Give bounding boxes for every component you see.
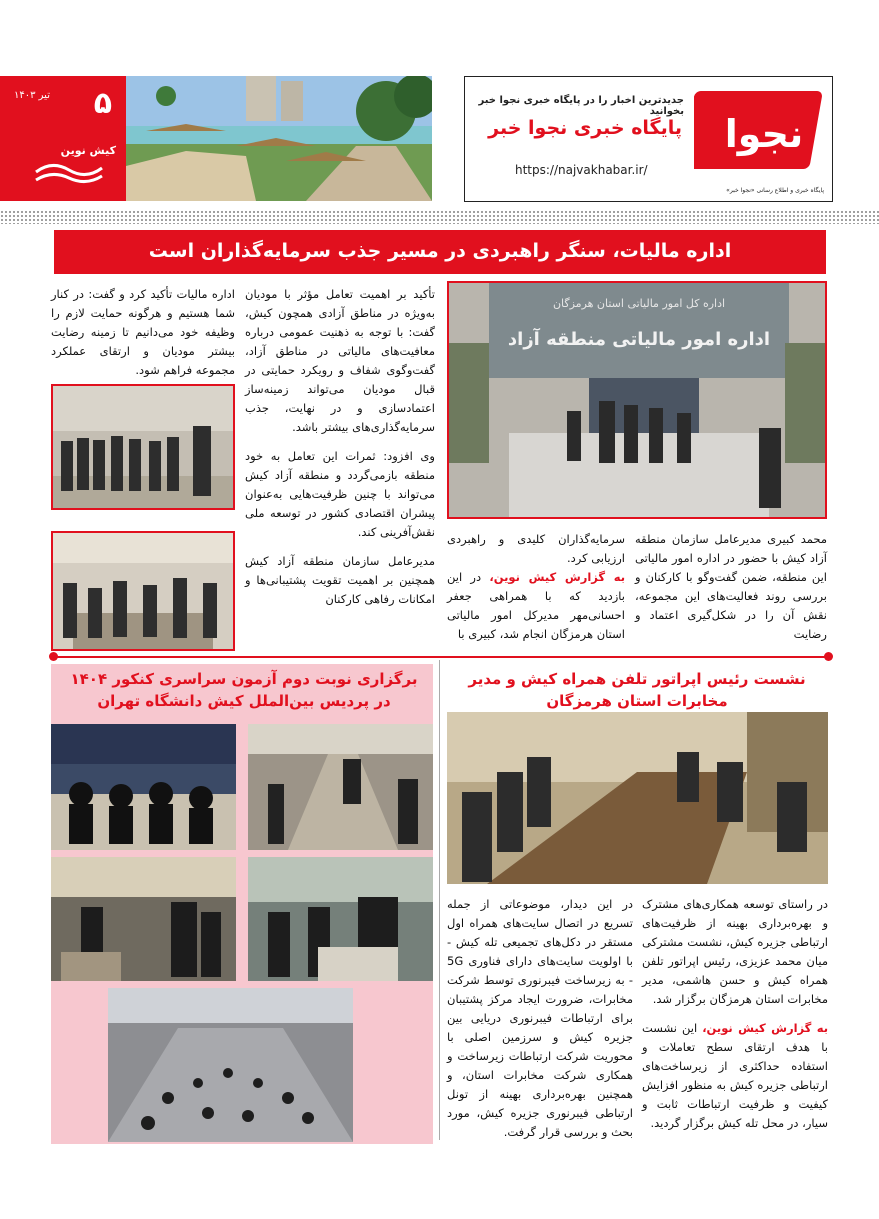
article1-title: اداره مالیات، سنگر راهبردی در مسیر جذب سرمایه‌گذاران است	[54, 230, 826, 272]
article1-col-right: محمد کبیری مدیرعامل سازمان منطقه آزاد کیش با حضور در اداره امور مالیاتی این منطقه، ضمن گفت‌وگو با کارکنان و بررسی روند فعالیت‌های این مجموعه، نقش آن را در شکل‌گیری اعتماد و رضایت	[635, 532, 827, 641]
issue-date: تیر ۱۴۰۳	[14, 90, 50, 101]
wave-logo-icon	[34, 158, 104, 188]
page-number: ۵	[93, 86, 112, 121]
photo-exam-hall-2	[248, 724, 433, 850]
article3-title: نشست رئیس اپراتور تلفن همراه کیش و مدیر مخابرات استان هرمزگان	[468, 670, 806, 710]
photo-office-meeting	[51, 531, 235, 651]
logo-caption: پایگاه خبری و اطلاع رسانی «نجوا خبر»	[726, 187, 824, 194]
article1-col-mid: سرمایه‌گذاران کلیدی و راهبردی ارزیابی کرد. به گزارش کیش نوین، در این بازدید که با همراهی جعفر احسانی‌مهر مدیرکل امور مالیاتی استان هرمزگان انجام شد، کبیری با	[447, 532, 626, 641]
ad-tagline: جدیدترین اخبار را در پایگاه خبری نجوا خبر بخوانید	[478, 95, 684, 117]
ad-url[interactable]: https://najvakhabar.ir/	[515, 163, 648, 177]
article3-col-left: در این دیدار، موضوعاتی از جمله تسریع در اتصال سایت‌های همراه اول مستقر در دکل‌های تجمیعی تله کیش - با اولویت سایت‌های دارای فناوری 5G - به زیرساخت فیبرنوری توسط شرکت مخابرات، ضرورت ایجاد مرکز پشتیبان برای ارتباطات فیبرنوری دریایی بین جزیره کیش و سرزمین اصلی با محوریت شرکت ارتباطات زیرساخت و همکاری شرکت مخابرات استان، و همچنین بهره‌برداری بهینه از تونل ارتباطی فیبرنوری جزیره کیش، مورد بحث و بررسی قرار گرفت.	[447, 897, 633, 1139]
column-rule	[439, 660, 440, 1140]
photo-exam-students-1	[51, 724, 236, 850]
article1-col-c1: تأکید بر اهمیت تعامل مؤثر با مودیان به‌ویژه در مناطق آزادی همچون کیش، گفت: با توجه به ذهنیت عمومی درباره معافیت‌های مالیاتی در مناطق آزاد، گفت‌وگوی شفاف و رویکرد حمایتی در قبال مودیان می‌تواند زمینه‌ساز اعتمادسازی و در نهایت، جذب سرمایه‌گذاری‌های بیشتر باشد. وی افزود: ثمرات این تعامل به خود منطقه بازمی‌گردد و منطقه آزاد کیش می‌تواند با چنین ظرفیت‌هایی به‌عنوان پیشران اقتصادی کشور در توسعه ملی نقش‌آفرینی کند. مدیرعامل سازمان منطقه آزاد کیش همچنین بر اهمیت تقویت پشتیبانی‌ها و امکانات رفاهی کارکنان	[245, 287, 435, 606]
photo-tax-office	[447, 281, 827, 519]
photo-exam-checkin-2	[248, 857, 433, 981]
dotted-separator	[0, 210, 879, 224]
title-underline	[54, 272, 826, 274]
photo-exam-checkin-1	[51, 857, 236, 981]
section-divider	[53, 656, 829, 658]
svg-text:اداره کل امور مالیاتی استان هر: اداره کل امور مالیاتی استان هرمزگان	[552, 297, 726, 310]
najva-logo-icon	[694, 85, 826, 185]
article1-col-c0: اداره مالیات تأکید کرد و گفت: در کنار شما هستیم و هرگونه حمایت لازم را وظیفه خود می‌دانیم تا زمینه رضایت بیشتر مودیان و ارتقای عملکرد مجموعه فراهم شود.	[51, 287, 235, 377]
divider-dot-right	[824, 652, 833, 661]
source-lead-3: به گزارش کیش نوین،	[702, 1021, 829, 1035]
photo-telecom-meeting	[447, 712, 828, 884]
ad-name: پایگاه خبری نجوا خبر	[488, 117, 682, 139]
header-photo-beach	[126, 76, 432, 201]
photo-exam-hall-wide	[108, 988, 353, 1142]
najva-khabar-ad[interactable]	[464, 76, 833, 202]
source-lead: به گزارش کیش نوین،	[489, 570, 626, 584]
article2-title: برگزاری نوبت دوم آزمون سراسری کنکور ۱۴۰۴ در پردیس بین‌الملل کیش دانشگاه تهران	[70, 670, 418, 710]
photo-staff-meeting	[51, 384, 235, 510]
article3-col-right: در راستای توسعه همکاری‌های مشترک و بهره‌برداری بهینه از ظرفیت‌های ارتباطی جزیره کیش، نشست مشترکی میان محمد عزیزی، رئیس اپراتور تلفن همراه کیش و حسن هاشمی، مدیر مخابرات استان هرمزگان برگزار شد. به گزارش کیش نوین، این نشست با هدف ارتقای سطح تعاملات و استفاده حداکثری از زیرساخت‌های ارتباطی جزیره کیش به منظور افزایش کیفیت و ظرفیت ارتباطات ثابت و سیار، در محل تله کیش برگزار گردید.	[642, 897, 829, 1130]
svg-text:اداره امور مالیاتی منطقه آزاد: اداره امور مالیاتی منطقه آزاد	[507, 329, 771, 350]
svg-text:نجوا: نجوا	[724, 112, 804, 156]
divider-dot-left	[49, 652, 58, 661]
brand-name: کیش نوین	[60, 144, 116, 157]
page-tab	[0, 76, 126, 201]
